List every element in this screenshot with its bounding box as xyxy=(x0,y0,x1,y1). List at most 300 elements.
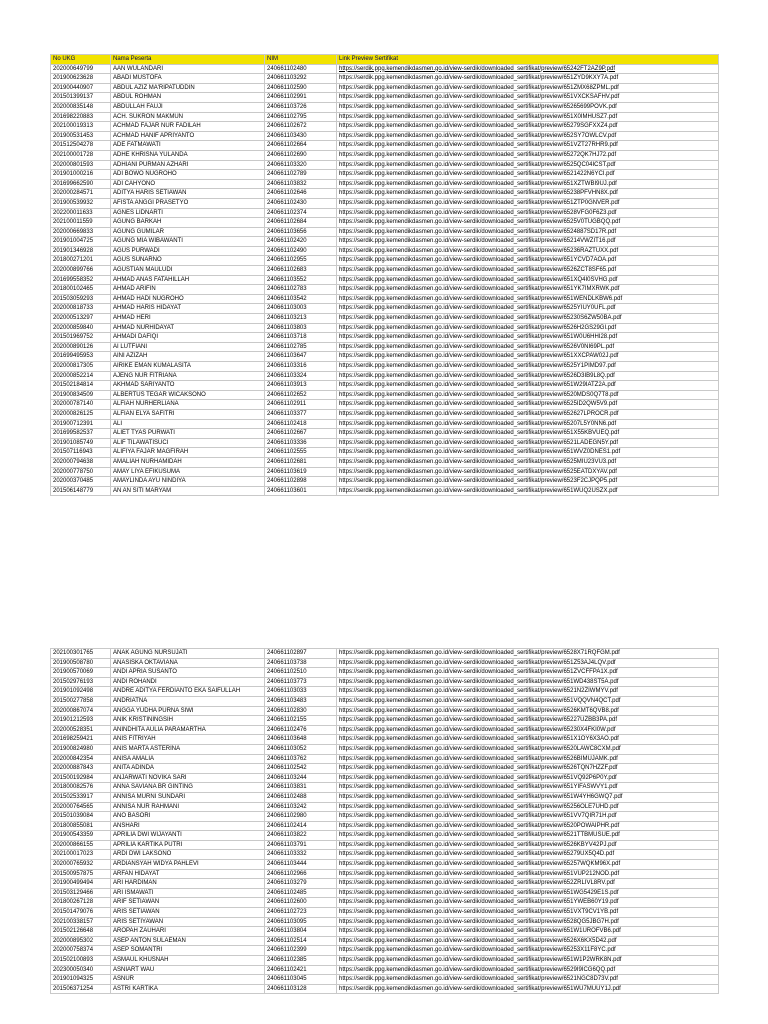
link-preview-cell: https://serdik.ppg.kemendikdasmen.go.id/view-serdik/downloaded_sertifikat/preview/65230S6ZW50BA.pdf xyxy=(337,314,719,324)
table-row xyxy=(51,198,719,208)
nim-cell: 240661102420 xyxy=(265,237,337,247)
no-ukg-cell: 202000859840 xyxy=(51,323,111,333)
link-preview-cell: https://serdik.ppg.kemendikdasmen.go.id/view-serdik/downloaded_sertifikat/preview/6520POWAIPHR.pdf xyxy=(337,821,719,831)
nama-peserta-cell: ACHMAD HANIF APRIYANTO xyxy=(111,131,265,141)
nama-peserta-cell: ARI ISMAWATI xyxy=(111,888,265,898)
nim-cell: 240661103430 xyxy=(265,131,337,141)
table-row xyxy=(51,218,719,228)
nama-peserta-cell: ASNUR xyxy=(111,975,265,985)
nim-cell: 240661103316 xyxy=(265,362,337,372)
no-ukg-cell: 201901004725 xyxy=(51,237,111,247)
nim-cell: 240661102664 xyxy=(265,141,337,151)
nim-cell: 240661102667 xyxy=(265,429,337,439)
link-preview-cell: https://serdik.ppg.kemendikdasmen.go.id/view-serdik/downloaded_sertifikat/preview/651VXT9CV1YB.pdf xyxy=(337,908,719,918)
nim-cell: 240661102418 xyxy=(265,419,337,429)
nama-peserta-cell: AGUNG GUMILAR xyxy=(111,227,265,237)
no-ukg-cell: 202000818733 xyxy=(51,304,111,314)
nama-peserta-cell: ARFAN HIDAYAT xyxy=(111,869,265,879)
table-row xyxy=(51,927,719,937)
link-preview-cell: https://serdik.ppg.kemendikdasmen.go.id/view-serdik/downloaded_sertifikat/preview/6520LAWC8CXM.pdf xyxy=(337,744,719,754)
nim-cell: 240661103128 xyxy=(265,984,337,994)
table-row xyxy=(51,668,719,678)
link-preview-cell: https://serdik.ppg.kemendikdasmen.go.id/view-serdik/downloaded_sertifikat/preview/651ZVCFFPA1X.pdf xyxy=(337,668,719,678)
table-row xyxy=(51,735,719,745)
table-row xyxy=(51,840,719,850)
nama-peserta-cell: ABDUL ROHMAN xyxy=(111,93,265,103)
no-ukg-cell: 202100301765 xyxy=(51,649,111,659)
no-ukg-cell: 202100338157 xyxy=(51,917,111,927)
link-preview-cell: https://serdik.ppg.kemendikdasmen.go.id/view-serdik/downloaded_sertifikat/preview/65265699POVK.pdf xyxy=(337,102,719,112)
nim-cell: 240661102911 xyxy=(265,400,337,410)
link-preview-cell: https://serdik.ppg.kemendikdasmen.go.id/view-serdik/downloaded_sertifikat/preview/6526TQN7HZZF.pdf xyxy=(337,764,719,774)
no-ukg-cell: 201901346928 xyxy=(51,246,111,256)
no-ukg-cell: 201699662590 xyxy=(51,179,111,189)
participants-table-2 xyxy=(50,648,719,994)
nim-cell: 240661102476 xyxy=(265,725,337,735)
table-row xyxy=(51,860,719,870)
nama-peserta-cell: ANGGA YUDHA PURNA SIWI xyxy=(111,706,265,716)
link-preview-cell: https://serdik.ppg.kemendikdasmen.go.id/view-serdik/downloaded_sertifikat/preview/651WENDLKBW6.pdf xyxy=(337,294,719,304)
table-row xyxy=(51,965,719,975)
nim-cell: 240661103601 xyxy=(265,486,337,496)
table-row xyxy=(51,725,719,735)
nama-peserta-cell: ALBERTUS TEGAR WICAKSONO xyxy=(111,390,265,400)
nama-peserta-cell: AMALIAH NURHAMIDAH xyxy=(111,457,265,467)
nama-peserta-cell: ANASISKA OKTAVIANA xyxy=(111,658,265,668)
nim-cell: 240661102490 xyxy=(265,246,337,256)
link-preview-cell: https://serdik.ppg.kemendikdasmen.go.id/view-serdik/downloaded_sertifikat/preview/6525EATDXYAV.pdf xyxy=(337,467,719,477)
nama-peserta-cell: ARIF SETIAWAN xyxy=(111,898,265,908)
nama-peserta-cell: ANSHARI xyxy=(111,821,265,831)
nama-peserta-cell: AIRIKE EMAN KUMALASITA xyxy=(111,362,265,372)
no-ukg-cell: 202000669833 xyxy=(51,227,111,237)
no-ukg-cell: 202000513297 xyxy=(51,314,111,324)
no-ukg-cell: 202100017023 xyxy=(51,850,111,860)
nim-cell: 240661102542 xyxy=(265,764,337,774)
link-preview-cell: https://serdik.ppg.kemendikdasmen.go.id/view-serdik/downloaded_sertifikat/preview/651VQQVN4QCT.pdf xyxy=(337,696,719,706)
table-row xyxy=(51,984,719,994)
link-preview-cell: https://serdik.ppg.kemendikdasmen.go.id/view-serdik/downloaded_sertifikat/preview/6526ZCT8SF65.pdf xyxy=(337,266,719,276)
nim-cell: 240661102980 xyxy=(265,812,337,822)
table-row xyxy=(51,227,719,237)
no-ukg-cell: 202000852214 xyxy=(51,371,111,381)
nim-cell: 240661103320 xyxy=(265,160,337,170)
table-row xyxy=(51,467,719,477)
nim-cell: 240661103332 xyxy=(265,850,337,860)
nim-cell: 240661102590 xyxy=(265,83,337,93)
no-ukg-cell: 201699582537 xyxy=(51,429,111,439)
link-preview-cell: https://serdik.ppg.kemendikdasmen.go.id/view-serdik/downloaded_sertifikat/preview/651XQ4I0SVHG.pdf xyxy=(337,275,719,285)
no-ukg-cell: 202000528351 xyxy=(51,725,111,735)
no-ukg-cell: 201901212593 xyxy=(51,716,111,726)
nim-cell: 240661102430 xyxy=(265,198,337,208)
link-preview-cell: https://serdik.ppg.kemendikdasmen.go.id/view-serdik/downloaded_sertifikat/preview/651VXCKSAFHV.pdf xyxy=(337,93,719,103)
table-row xyxy=(51,390,719,400)
link-preview-cell: https://serdik.ppg.kemendikdasmen.go.id/view-serdik/downloaded_sertifikat/preview/651YWEB60Y19.pdf xyxy=(337,898,719,908)
link-preview-cell: https://serdik.ppg.kemendikdasmen.go.id/view-serdik/downloaded_sertifikat/preview/651VUP212NOD.pdf xyxy=(337,869,719,879)
link-preview-cell: https://serdik.ppg.kemendikdasmen.go.id/view-serdik/downloaded_sertifikat/preview/651W29IATZ2A.pdf xyxy=(337,381,719,391)
link-preview-cell: https://serdik.ppg.kemendikdasmen.go.id/view-serdik/downloaded_sertifikat/preview/651XZTWBI9UJ.pdf xyxy=(337,179,719,189)
nama-peserta-cell: AHMAD HARIS HIDAYAT xyxy=(111,304,265,314)
nama-peserta-cell: ASEP ANTON SULAEMAN xyxy=(111,936,265,946)
nama-peserta-cell: APRILIA KARTIKA PUTRI xyxy=(111,840,265,850)
link-preview-cell: https://serdik.ppg.kemendikdasmen.go.id/view-serdik/downloaded_sertifikat/preview/651ZYD9KXY7A.pdf xyxy=(337,74,719,84)
nama-peserta-cell: ANDRE ADITYA FERDIANTO EKA SAIFULLAH xyxy=(111,687,265,697)
nama-peserta-cell: ARDI DWI LAKSONO xyxy=(111,850,265,860)
nama-peserta-cell: ADHE KHRISNA YULANDA xyxy=(111,150,265,160)
table-row xyxy=(51,381,719,391)
nama-peserta-cell: ALFIAN ELYA SAFITRI xyxy=(111,409,265,419)
nim-cell: 240661103542 xyxy=(265,294,337,304)
nim-cell: 240661102830 xyxy=(265,706,337,716)
link-preview-cell: https://serdik.ppg.kemendikdasmen.go.id/view-serdik/downloaded_sertifikat/preview/65279UX5Q4D.pdf xyxy=(337,850,719,860)
nama-peserta-cell: ANDI ROHANDI xyxy=(111,677,265,687)
nim-cell: 240661102485 xyxy=(265,888,337,898)
no-ukg-cell: 201698220883 xyxy=(51,112,111,122)
no-ukg-cell: 201502184814 xyxy=(51,381,111,391)
no-ukg-cell: 202300050340 xyxy=(51,965,111,975)
nim-cell: 240661103656 xyxy=(265,227,337,237)
nim-cell: 240661103822 xyxy=(265,831,337,841)
link-preview-cell: https://serdik.ppg.kemendikdasmen.go.id/view-serdik/downloaded_sertifikat/preview/651ZTP0GNVER.pdf xyxy=(337,198,719,208)
no-ukg-cell: 201800082576 xyxy=(51,783,111,793)
table-row xyxy=(51,285,719,295)
link-preview-cell: https://serdik.ppg.kemendikdasmen.go.id/view-serdik/downloaded_sertifikat/preview/65227UZBB3PA.pdf xyxy=(337,716,719,726)
link-preview-cell: https://serdik.ppg.kemendikdasmen.go.id/view-serdik/downloaded_sertifikat/preview/6528QG5JBG7H.pdf xyxy=(337,917,719,927)
table-row xyxy=(51,448,719,458)
no-ukg-cell: 201901092498 xyxy=(51,687,111,697)
link-preview-cell: https://serdik.ppg.kemendikdasmen.go.id/view-serdik/downloaded_sertifikat/preview/6526KBYV42PJ.pdf xyxy=(337,840,719,850)
nama-peserta-cell: ALI xyxy=(111,419,265,429)
nama-peserta-cell: AGUS PURWADI xyxy=(111,246,265,256)
table-row xyxy=(51,160,719,170)
no-ukg-cell: 201900499494 xyxy=(51,879,111,889)
link-preview-cell: https://serdik.ppg.kemendikdasmen.go.id/view-serdik/downloaded_sertifikat/preview/6529I9ICG6QQ.pdf xyxy=(337,965,719,975)
no-ukg-cell: 201900539932 xyxy=(51,198,111,208)
table-row xyxy=(51,879,719,889)
link-preview-cell: https://serdik.ppg.kemendikdasmen.go.id/view-serdik/downloaded_sertifikat/preview/6525QC04ICST.pdf xyxy=(337,160,719,170)
no-ukg-cell: 201900570069 xyxy=(51,668,111,678)
nama-peserta-cell: ANIS FITRIYAH xyxy=(111,735,265,745)
no-ukg-cell: 201800102465 xyxy=(51,285,111,295)
nama-peserta-cell: ANNISA MURNI SUNDARI xyxy=(111,792,265,802)
nim-cell: 240661103483 xyxy=(265,696,337,706)
table-row xyxy=(51,256,719,266)
link-preview-cell: https://serdik.ppg.kemendikdasmen.go.id/view-serdik/downloaded_sertifikat/preview/651WVZ0DNES1.pdf xyxy=(337,448,719,458)
table-row xyxy=(51,936,719,946)
table-row xyxy=(51,477,719,487)
link-preview-cell: https://serdik.ppg.kemendikdasmen.go.id/view-serdik/downloaded_sertifikat/preview/651VQ92P6P0Y.pdf xyxy=(337,773,719,783)
table-row xyxy=(51,956,719,966)
nim-cell: 240661103279 xyxy=(265,879,337,889)
nim-cell: 240661103095 xyxy=(265,917,337,927)
table-row xyxy=(51,208,719,218)
participants-table-1-body xyxy=(51,55,719,496)
table-row xyxy=(51,102,719,112)
no-ukg-cell: 202000764565 xyxy=(51,802,111,812)
table-row xyxy=(51,908,719,918)
nim-cell: 240661103832 xyxy=(265,179,337,189)
table-row xyxy=(51,869,719,879)
nim-cell: 240661103804 xyxy=(265,927,337,937)
no-ukg-cell: 201901094325 xyxy=(51,975,111,985)
table-row xyxy=(51,93,719,103)
nama-peserta-cell: AHMAD NURHIDAYAT xyxy=(111,323,265,333)
table-row xyxy=(51,323,719,333)
no-ukg-cell: 202000887843 xyxy=(51,764,111,774)
nim-cell: 240661102155 xyxy=(265,716,337,726)
nama-peserta-cell: ARDIANSYAH WIDYA PAHLEVI xyxy=(111,860,265,870)
nama-peserta-cell: APRILIA DWI WIJAYANTI xyxy=(111,831,265,841)
table-row xyxy=(51,275,719,285)
no-ukg-cell: 201500277858 xyxy=(51,696,111,706)
no-ukg-cell: 201699495953 xyxy=(51,352,111,362)
table-row xyxy=(51,898,719,908)
nim-cell: 240661102652 xyxy=(265,390,337,400)
nim-cell: 240661103213 xyxy=(265,314,337,324)
table-row xyxy=(51,457,719,467)
nim-cell: 240661102898 xyxy=(265,477,337,487)
table-row xyxy=(51,266,719,276)
nama-peserta-cell: ADITYA HARIS SETIAWAN xyxy=(111,189,265,199)
nim-cell: 240661103292 xyxy=(265,74,337,84)
table-row xyxy=(51,170,719,180)
nim-cell: 240661103913 xyxy=(265,381,337,391)
header-nama-peserta: Nama Peserta xyxy=(111,55,265,65)
no-ukg-cell: 201900531453 xyxy=(51,131,111,141)
link-preview-cell: https://serdik.ppg.kemendikdasmen.go.id/view-serdik/downloaded_sertifikat/preview/6521NGC8D73V.pdf xyxy=(337,975,719,985)
nama-peserta-cell: ANNA SAVIANA BR GINTING xyxy=(111,783,265,793)
table-row xyxy=(51,658,719,668)
table-row xyxy=(51,486,719,496)
no-ukg-cell: 202000895302 xyxy=(51,936,111,946)
nim-cell: 240661103648 xyxy=(265,735,337,745)
table-row xyxy=(51,419,719,429)
link-preview-cell: https://serdik.ppg.kemendikdasmen.go.id/view-serdik/downloaded_sertifikat/preview/6525Y1PIMD97.pdf xyxy=(337,362,719,372)
nama-peserta-cell: ANNISA NUR RAHMANI xyxy=(111,802,265,812)
link-preview-cell: https://serdik.ppg.kemendikdasmen.go.id/view-serdik/downloaded_sertifikat/preview/6525ID2QW5V9.pdf xyxy=(337,400,719,410)
nama-peserta-cell: AFISTA ANGGI PRASETYO xyxy=(111,198,265,208)
header-link-preview: Link Preview Sertifikat xyxy=(337,55,719,65)
link-preview-cell: https://serdik.ppg.kemendikdasmen.go.id/view-serdik/downloaded_sertifikat/preview/651XXCPAW02J.pdf xyxy=(337,352,719,362)
no-ukg-cell: 201502126648 xyxy=(51,927,111,937)
nim-cell: 240661103718 xyxy=(265,333,337,343)
link-preview-cell: https://serdik.ppg.kemendikdasmen.go.id/view-serdik/downloaded_sertifikat/preview/6526V0NI69PL.pdf xyxy=(337,342,719,352)
header-no-ukg: No UKG xyxy=(51,55,111,65)
nim-cell: 240661103552 xyxy=(265,275,337,285)
no-ukg-cell: 202000284571 xyxy=(51,189,111,199)
table-row xyxy=(51,150,719,160)
nama-peserta-cell: ABDUL AZIZ MA'RIPATUDDIN xyxy=(111,83,265,93)
nim-cell: 240661102414 xyxy=(265,821,337,831)
table-row xyxy=(51,409,719,419)
nama-peserta-cell: AHMAD ANAS FATAHILLAH xyxy=(111,275,265,285)
table-row xyxy=(51,131,719,141)
no-ukg-cell: 202000778750 xyxy=(51,467,111,477)
nim-cell: 240661103773 xyxy=(265,677,337,687)
nim-cell: 240661102795 xyxy=(265,112,337,122)
no-ukg-cell: 201501039084 xyxy=(51,812,111,822)
link-preview-cell: https://serdik.ppg.kemendikdasmen.go.id/view-serdik/downloaded_sertifikat/preview/6520MDS0Q7T8.pdf xyxy=(337,390,719,400)
no-ukg-cell: 202000758374 xyxy=(51,946,111,956)
table-row xyxy=(51,706,719,716)
table-row xyxy=(51,764,719,774)
nama-peserta-cell: AHMAD HERI xyxy=(111,314,265,324)
no-ukg-cell: 201699558352 xyxy=(51,275,111,285)
link-preview-cell: https://serdik.ppg.kemendikdasmen.go.id/view-serdik/downloaded_sertifikat/preview/6525YIUY0UFL.pdf xyxy=(337,304,719,314)
link-preview-cell: https://serdik.ppg.kemendikdasmen.go.id/view-serdik/downloaded_sertifikat/preview/651VZT27RHR9.pdf xyxy=(337,141,719,151)
table-row xyxy=(51,946,719,956)
nim-cell: 240661102374 xyxy=(265,208,337,218)
no-ukg-cell: 201900508780 xyxy=(51,658,111,668)
table-row xyxy=(51,744,719,754)
link-preview-cell: https://serdik.ppg.kemendikdasmen.go.id/view-serdik/downloaded_sertifikat/preview/651WU7MUUY1J.pdf xyxy=(337,984,719,994)
no-ukg-cell: 201900623628 xyxy=(51,74,111,84)
table-row xyxy=(51,754,719,764)
nim-cell: 240661102684 xyxy=(265,218,337,228)
no-ukg-cell: 201507116943 xyxy=(51,448,111,458)
nim-cell: 240661102514 xyxy=(265,936,337,946)
no-ukg-cell: 202000842354 xyxy=(51,754,111,764)
table-row xyxy=(51,975,719,985)
nim-cell: 240661103762 xyxy=(265,754,337,764)
nim-cell: 240661102789 xyxy=(265,170,337,180)
nama-peserta-cell: ALIET TYAS PURWATI xyxy=(111,429,265,439)
nim-cell: 240661102646 xyxy=(265,189,337,199)
no-ukg-cell: 202000370485 xyxy=(51,477,111,487)
table-row xyxy=(51,83,719,93)
table-row xyxy=(51,179,719,189)
nim-cell: 240661102510 xyxy=(265,668,337,678)
nim-cell: 240661103003 xyxy=(265,304,337,314)
table-row xyxy=(51,850,719,860)
link-preview-cell: https://serdik.ppg.kemendikdasmen.go.id/view-serdik/downloaded_sertifikat/preview/651ZMX68ZPML.pdf xyxy=(337,83,719,93)
no-ukg-cell: 201506371254 xyxy=(51,984,111,994)
table-row xyxy=(51,716,719,726)
nim-cell: 240661102897 xyxy=(265,649,337,659)
table-row xyxy=(51,237,719,247)
link-preview-cell: https://serdik.ppg.kemendikdasmen.go.id/view-serdik/downloaded_sertifikat/preview/65253X11F8YC.pdf xyxy=(337,946,719,956)
link-preview-cell: https://serdik.ppg.kemendikdasmen.go.id/view-serdik/downloaded_sertifikat/preview/652ZRLIVL8RV.pdf xyxy=(337,879,719,889)
nim-cell: 240661103324 xyxy=(265,371,337,381)
nim-cell: 240661103377 xyxy=(265,409,337,419)
no-ukg-cell: 201500192984 xyxy=(51,773,111,783)
no-ukg-cell: 202000794638 xyxy=(51,457,111,467)
link-preview-cell: https://serdik.ppg.kemendikdasmen.go.id/view-serdik/downloaded_sertifikat/preview/65272QK7HJ72.pdf xyxy=(337,150,719,160)
no-ukg-cell: 202000649799 xyxy=(51,64,111,74)
no-ukg-cell: 201501479076 xyxy=(51,908,111,918)
link-preview-cell: https://serdik.ppg.kemendikdasmen.go.id/view-serdik/downloaded_sertifikat/preview/65207L5Y0NN6.pdf xyxy=(337,419,719,429)
link-preview-cell: https://serdik.ppg.kemendikdasmen.go.id/view-serdik/downloaded_sertifikat/preview/651W4YH6GWQ7.pdf xyxy=(337,792,719,802)
nim-cell: 240661103791 xyxy=(265,840,337,850)
link-preview-cell: https://serdik.ppg.kemendikdasmen.go.id/view-serdik/downloaded_sertifikat/preview/65256OLE7UHD.pdf xyxy=(337,802,719,812)
nama-peserta-cell: ARIS SETIAWAN xyxy=(111,908,265,918)
nama-peserta-cell: ANIK KRISTININGSIH xyxy=(111,716,265,726)
nama-peserta-cell: ANISA AMALIA xyxy=(111,754,265,764)
nama-peserta-cell: AKHMAD SARIYANTO xyxy=(111,381,265,391)
table-row xyxy=(51,189,719,199)
table-row xyxy=(51,64,719,74)
table-row xyxy=(51,821,719,831)
no-ukg-cell: 202000866155 xyxy=(51,840,111,850)
table-row xyxy=(51,831,719,841)
nama-peserta-cell: ASMAUL KHUSNAH xyxy=(111,956,265,966)
nama-peserta-cell: ARIS SETIYAWAN xyxy=(111,917,265,927)
link-preview-cell: https://serdik.ppg.kemendikdasmen.go.id/view-serdik/downloaded_sertifikat/preview/65279SGFXXZ4.pdf xyxy=(337,122,719,132)
no-ukg-cell: 201503059293 xyxy=(51,294,111,304)
table-row xyxy=(51,687,719,697)
nim-cell: 240661102785 xyxy=(265,342,337,352)
table-row xyxy=(51,802,719,812)
nim-cell: 240661102690 xyxy=(265,150,337,160)
table-row xyxy=(51,294,719,304)
no-ukg-cell: 201502976193 xyxy=(51,677,111,687)
nama-peserta-cell: AGUS SUNARNO xyxy=(111,256,265,266)
table-row xyxy=(51,773,719,783)
nim-cell: 240661103738 xyxy=(265,658,337,668)
nama-peserta-cell: ADE FATMAWATI xyxy=(111,141,265,151)
nim-cell: 240661103052 xyxy=(265,744,337,754)
nim-cell: 240661103045 xyxy=(265,975,337,985)
nama-peserta-cell: ADHIANI PURMAN AZHARI xyxy=(111,160,265,170)
link-preview-cell: https://serdik.ppg.kemendikdasmen.go.id/view-serdik/downloaded_sertifikat/preview/651W1UROFVB6.pdf xyxy=(337,927,719,937)
nim-cell: 240661102555 xyxy=(265,448,337,458)
nama-peserta-cell: AHMAD ARIFIN xyxy=(111,285,265,295)
table-row xyxy=(51,371,719,381)
nim-cell: 240661103444 xyxy=(265,860,337,870)
nama-peserta-cell: ADI CAHYONO xyxy=(111,179,265,189)
table-row xyxy=(51,677,719,687)
header-nim: NIM xyxy=(265,55,337,65)
link-preview-cell: https://serdik.ppg.kemendikdasmen.go.id/view-serdik/downloaded_sertifikat/preview/6521TTBMUSUE.pdf xyxy=(337,831,719,841)
link-preview-cell: https://serdik.ppg.kemendikdasmen.go.id/view-serdik/downloaded_sertifikat/preview/6526H2GS29GI.pdf xyxy=(337,323,719,333)
nama-peserta-cell: ADI BOWO NUGROHO xyxy=(111,170,265,180)
nim-cell: 240661103647 xyxy=(265,352,337,362)
nim-cell: 240661102672 xyxy=(265,122,337,132)
nim-cell: 240661103726 xyxy=(265,102,337,112)
nim-cell: 240661102783 xyxy=(265,285,337,295)
no-ukg-cell: 202100019313 xyxy=(51,122,111,132)
link-preview-cell: https://serdik.ppg.kemendikdasmen.go.id/view-serdik/downloaded_sertifikat/preview/6525V0TUGBQQ.pdf xyxy=(337,218,719,228)
link-preview-cell: https://serdik.ppg.kemendikdasmen.go.id/view-serdik/downloaded_sertifikat/preview/651YCVD7AOA.pdf xyxy=(337,256,719,266)
link-preview-cell: https://serdik.ppg.kemendikdasmen.go.id/view-serdik/downloaded_sertifikat/preview/651Z53AJ4LQV.pdf xyxy=(337,658,719,668)
no-ukg-cell: 201900712391 xyxy=(51,419,111,429)
nim-cell: 240661102385 xyxy=(265,956,337,966)
no-ukg-cell: 201512504278 xyxy=(51,141,111,151)
table-row xyxy=(51,352,719,362)
no-ukg-cell: 201900543359 xyxy=(51,831,111,841)
table-row xyxy=(51,141,719,151)
nim-cell: 240661102399 xyxy=(265,946,337,956)
link-preview-cell[interactable]: https://serdik.ppg.kemendikdasmen.go.id/view-serdik/downloaded_sertifikat/preview/65242FT2AZ9P.pdf xyxy=(337,64,719,74)
no-ukg-cell: 202000787140 xyxy=(51,400,111,410)
nim-cell: 240661102683 xyxy=(265,266,337,276)
table-row xyxy=(51,304,719,314)
link-preview-cell: https://serdik.ppg.kemendikdasmen.go.id/view-serdik/downloaded_sertifikat/preview/6521LADEGN5Y.pdf xyxy=(337,438,719,448)
no-ukg-cell: 202200011633 xyxy=(51,208,111,218)
nama-peserta-cell: AHMADI DAFIQI xyxy=(111,333,265,343)
no-ukg-cell: 202000867074 xyxy=(51,706,111,716)
nama-peserta-cell: AINI AZIZAH xyxy=(111,352,265,362)
link-preview-cell: https://serdik.ppg.kemendikdasmen.go.id/view-serdik/downloaded_sertifikat/preview/6524887SD17R.pdf xyxy=(337,227,719,237)
no-ukg-cell: 201506148779 xyxy=(51,486,111,496)
no-ukg-cell: 202100001728 xyxy=(51,150,111,160)
nama-peserta-cell: ANDI APRIA SUSANTO xyxy=(111,668,265,678)
nim-cell: 240661102681 xyxy=(265,457,337,467)
link-preview-cell: https://serdik.ppg.kemendikdasmen.go.id/view-serdik/downloaded_sertifikat/preview/6523F2CJPQP5.pdf xyxy=(337,477,719,487)
no-ukg-cell: 201800271201 xyxy=(51,256,111,266)
link-preview-cell: https://serdik.ppg.kemendikdasmen.go.id/view-serdik/downloaded_sertifikat/preview/6526BIMUJAMK.pdf xyxy=(337,754,719,764)
